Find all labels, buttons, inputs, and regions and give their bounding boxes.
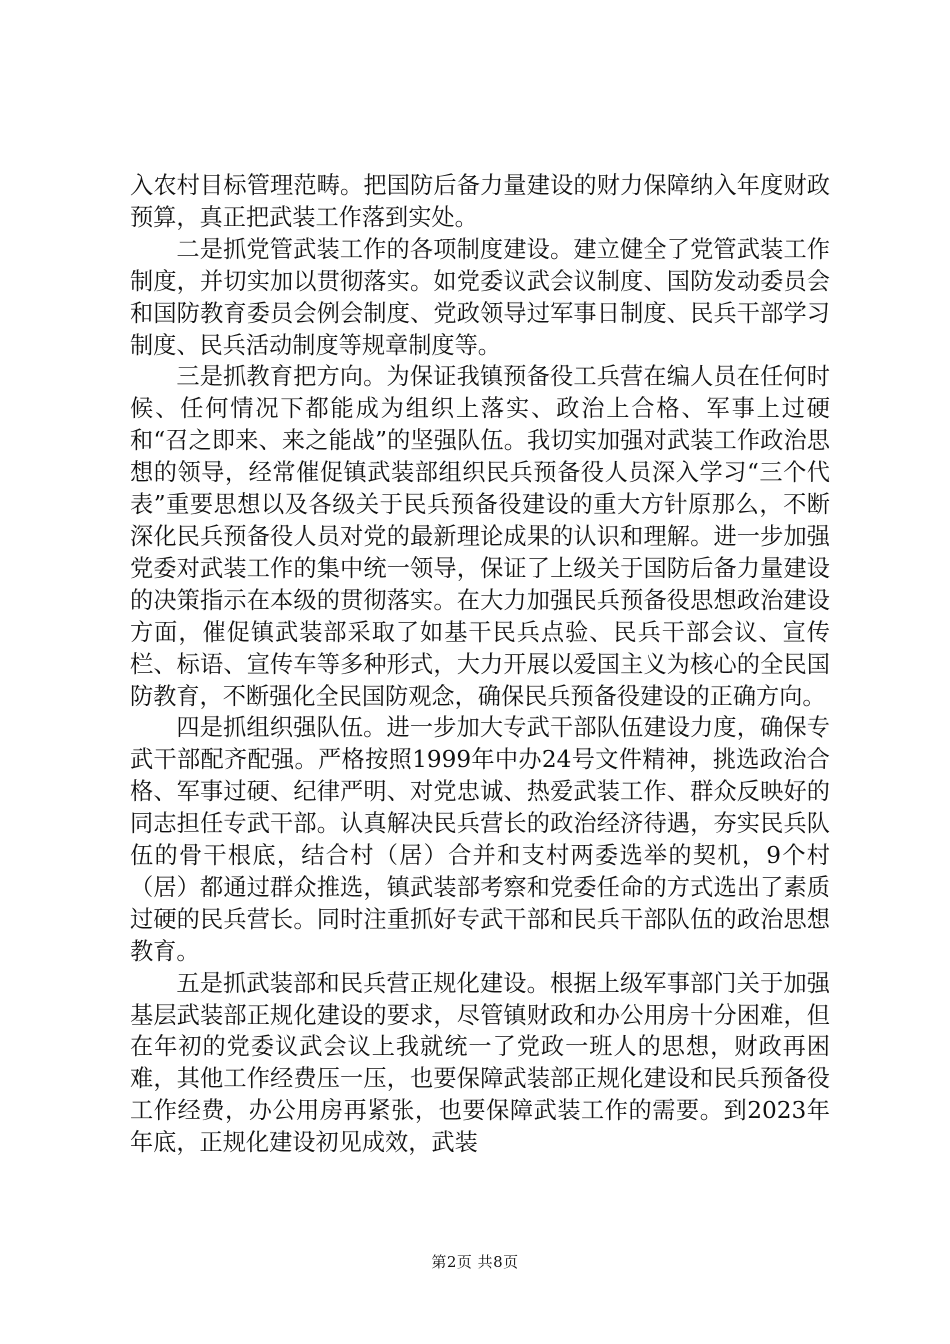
paragraph-1: 入农村目标管理范畴。把国防后备力量建设的财力保障纳入年度财政预算，真正把武装工作落到实处。 (130, 172, 830, 231)
document-body (130, 170, 830, 1159)
paragraph-5: 五是抓武装部和民兵营正规化建设。根据上级军事部门关于加强基层武装部正规化建设的要求，尽管镇财政和办公用房十分困难，但在年初的党委议武会议上我就统一了党政一班人的思想，财政再困难，其他工作经费压一压，也要保障武装部正规化建设和民兵预备役工作经费，办公用房再紧张，也要保障武装工作的需要。到2023年年底，正规化建设初见成效，武装 (130, 969, 830, 1157)
page-number-footer: 第2页 共8页 (431, 1253, 519, 1271)
paragraph-4: 四是抓组织强队伍。进一步加大专武干部队伍建设力度，确保专武干部配齐配强。严格按照1999年中办24号文件精神，挑选政治合格、军事过硬、纪律严明、对党忠诚、热爱武装工作、群众反映好的同志担任专武干部。认真解决民兵营长的政治经济待遇，夯实民兵队伍的骨干根底，结合村（居）合并和支村两委选举的契机，9个村（居）都通过群众推选，镇武装部考察和党委任命的方式选出了素质过硬的民兵营长。同时注重抓好专武干部和民兵干部队伍的政治思想教育。 (130, 714, 830, 965)
paragraph-2: 二是抓党管武装工作的各项制度建设。建立健全了党管武装工作制度，并切实加以贯彻落实。如党委议武会议制度、国防发动委员会和国防教育委员会例会制度、党政领导过军事日制度、民兵干部学习制度、民兵活动制度等规章制度等。 (130, 235, 830, 359)
paragraph-3: 三是抓教育把方向。为保证我镇预备役工兵营在编人员在任何时候、任何情况下都能成为组织上落实、政治上合格、军事上过硬和“召之即来、来之能战”的坚强队伍。我切实加强对武装工作政治思想的领导，经常催促镇武装部组织民兵预备役人员深入学习“三个代表”重要思想以及各级关于民兵预备役建设的重大方针原那么，不断深化民兵预备役人员对党的最新理论成果的认识和理解。进一步加强党委对武装工作的集中统一领导，保证了上级关于国防后备力量建设的决策指示在本级的贯彻落实。在大力加强民兵预备役思想政治建设方面，催促镇武装部采取了如基干民兵点验、民兵干部会议、宣传栏、标语、宣传车等多种形式，大力开展以爱国主义为核心的全民国防教育，不断强化全民国防观念，确保民兵预备役建设的正确方向。 (130, 363, 830, 710)
